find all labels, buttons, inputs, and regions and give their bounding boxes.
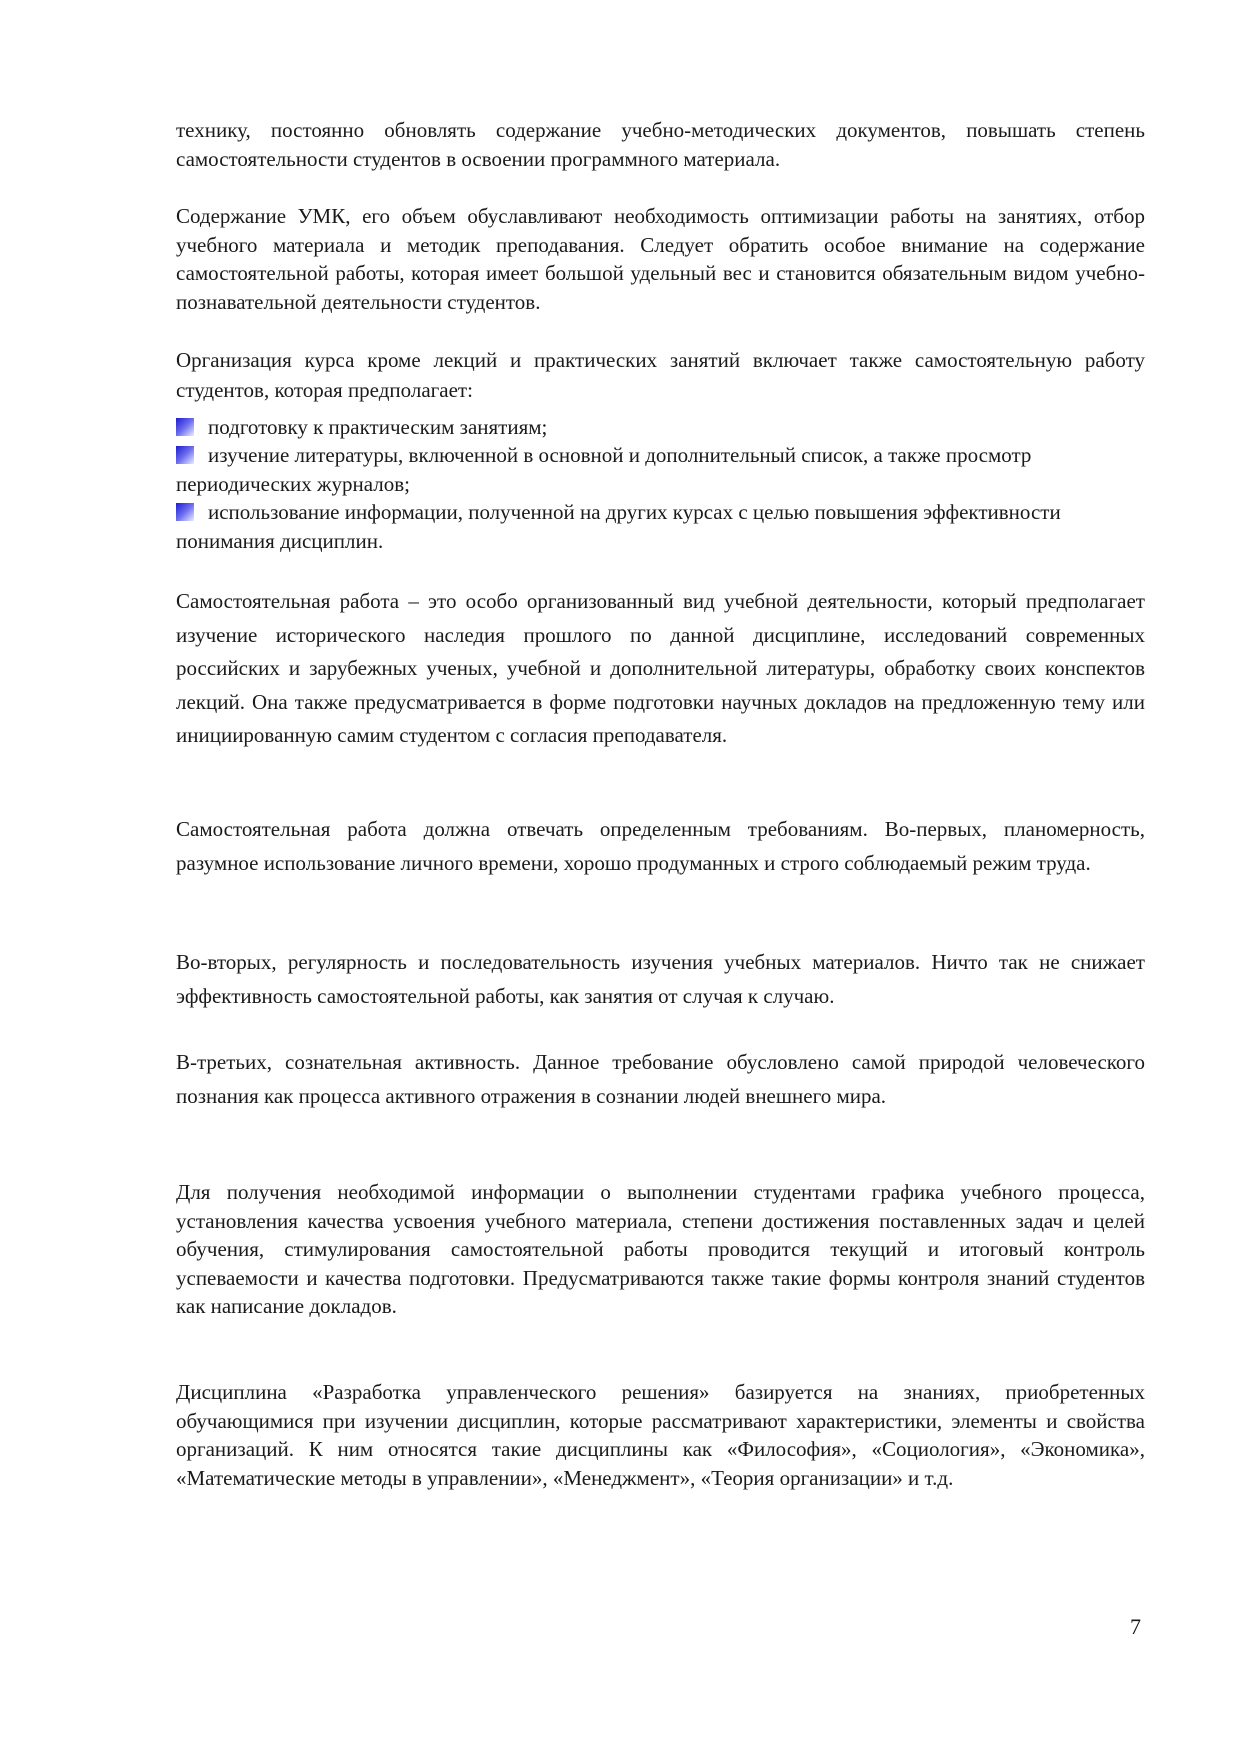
page-number: 7 (1130, 1614, 1141, 1639)
square-bullet-icon (176, 446, 194, 464)
paragraph-7: В-третьих, сознательная активность. Данное требование обусловлено самой природой человеческого познания как процесса активного отражения в сознании людей внешнего мира. (176, 1050, 1145, 1108)
square-bullet-icon (176, 503, 194, 521)
list-item-text: изучение литературы, включенной в основной и дополнительный список, а также просмотр периодических журналов; (176, 443, 1032, 496)
list-item (176, 498, 1145, 555)
list-item-text: использование информации, полученной на других курсах с целью повышения эффективности понимания дисциплин. (176, 500, 1061, 553)
paragraph-8: Для получения необходимой информации о выполнении студентами графика учебного процесса, установления качества усвоения учебного материала, степени достижения поставленных задач и целей обучения, стимулирования самостоятельной работы проводится текущий и итоговый контроль успеваемости и качества подготовки. Предусматриваются также такие формы контроля знаний студентов как написание докладов. (176, 1180, 1145, 1319)
paragraph-1: технику, постоянно обновлять содержание учебно-методических документов, повышать степень самостоятельности студентов в освоении программного материала. (176, 118, 1145, 171)
square-bullet-icon (176, 418, 194, 436)
paragraph-3-intro: Организация курса кроме лекций и практических занятий включает также самостоятельную работу студентов, которая предполагает: (176, 348, 1145, 402)
list-item (176, 441, 1145, 498)
paragraph-5: Самостоятельная работа должна отвечать определенным требованиям. Во-первых, планомерность, разумное использование личного времени, хорошо продуманных и строго соблюдаемый режим труда. (176, 817, 1145, 875)
list-item-text: подготовку к практическим занятиям; (208, 415, 548, 439)
paragraph-2: Содержание УМК, его объем обуславливают необходимость оптимизации работы на занятиях, отбор учебного материала и методик преподавания. Следует обратить особое внимание на содержание самостоятельной работы, которая имеет большой удельный вес и становится обязательным видом учебно-познавательной деятельности студентов. (176, 204, 1145, 314)
list-item (176, 413, 1145, 442)
paragraph-6: Во-вторых, регулярность и последовательность изучения учебных материалов. Ничто так не снижает эффективность самостоятельной работы, как занятия от случая к случаю. (176, 950, 1145, 1008)
paragraph-9: Дисциплина «Разработка управленческого решения» базируется на знаниях, приобретенных обучающимися при изучении дисциплин, которые рассматривают характеристики, элементы и свойства организаций. К ним относятся такие дисциплины как «Философия», «Социология», «Экономика», «Математические методы в управлении», «Менеджмент», «Теория организации» и т.д. (176, 1380, 1145, 1490)
paragraph-4: Самостоятельная работа – это особо организованный вид учебной деятельности, который предполагает изучение исторического наследия прошлого по данной дисциплине, исследований современных российских и зарубежных ученых, учебной и дополнительной литературы, обработку своих конспектов лекций. Она также предусматривается в форме подготовки научных докладов на предложенную тему или инициированную самим студентом с согласия преподавателя. (176, 589, 1145, 747)
